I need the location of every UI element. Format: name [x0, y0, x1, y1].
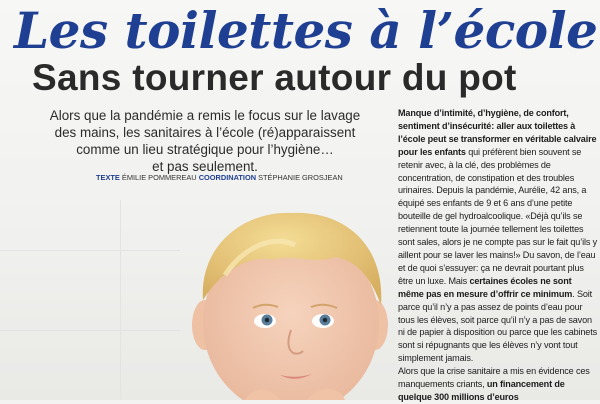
article-body — [398, 107, 598, 404]
body-text: qui préfèrent bien souvent se retenir avec, à la clé, des problèmes de concentration, de constipation et des troubles urinaires. Depuis la pandémie, Aurélie, 42 ans, a équipé ses enfants de 9 et 6 ans d’une petite bouteille de gel hydroalcoolique. «Déjà qu’ils se retiennent toute la journée tellement les toilettes sont sales, alors je ne compte pas sur le fait qu’ils y aillent pour se laver les mains!» Du savon, de l’eau et de quoi s’essuyer: ça ne devrait pourtant plus être un luxe. Mais — [398, 146, 597, 286]
body-bold-highlight: certaines écoles ne sont même pas en mesure d’offrir ce minimum — [398, 275, 573, 299]
wall-tile-joint — [0, 250, 180, 251]
body-text: . Soit parce qu’il n’y a pas assez de points d’eau pour tous les élèves, soit parce qu’il n’y a pas de savon ni de papier à disposition ou parce que les cabinets sont si répugnants que les élèves n’y vont tout simplement jamais. — [398, 288, 597, 364]
article-credits — [96, 173, 343, 183]
credit-author: ÉMILIE POMMEREAU — [121, 173, 197, 182]
wall-tile-joint — [120, 200, 121, 400]
body-bold-intro: Manque d’intimité, d’hygiène, de confort, sentiment d’insécurité: aller aux toilettes à l’école peut se transformer en véritable calvaire pour les enfants — [398, 108, 597, 157]
credit-label-coordination: COORDINATION — [198, 173, 257, 182]
lead-line: et pas seulement. — [152, 159, 258, 174]
child-photo — [185, 205, 400, 400]
wall-tile-joint — [0, 330, 180, 331]
lead-line: comme un lieu stratégique pour l’hygiène… — [76, 142, 334, 157]
body-text: Alors que la crise sanitaire a mis en évidence ces manquements criants, — [398, 366, 590, 390]
lead-paragraph — [40, 107, 370, 175]
lead-line: Alors que la pandémie a remis le focus sur le lavage — [49, 108, 361, 123]
lead-line: des mains, les sanitaires à l’école (ré)apparaissent — [54, 125, 356, 140]
page-title: Les toilettes à l’école — [14, 1, 598, 60]
body-bold-highlight: un financement de quelque 300 millions d’euros — [398, 379, 565, 402]
page-subtitle: Sans tourner autour du pot — [32, 57, 517, 98]
credit-label-texte: TEXTE — [96, 173, 120, 182]
credit-coordinator: STÉPHANIE GROSJEAN — [258, 173, 343, 182]
